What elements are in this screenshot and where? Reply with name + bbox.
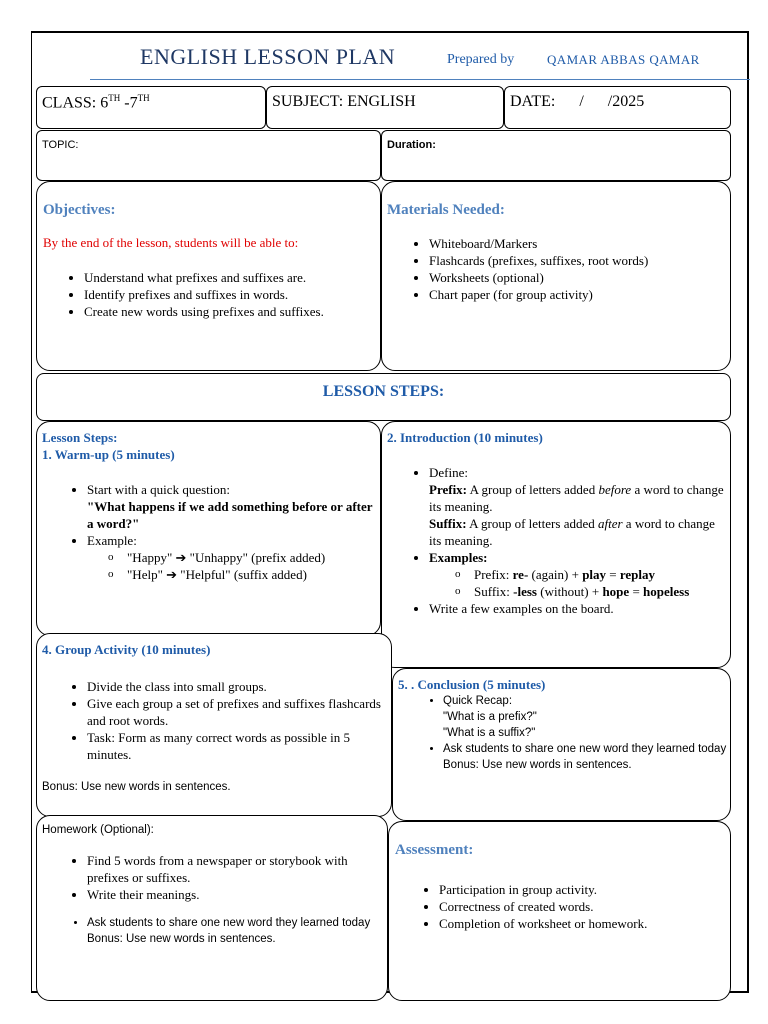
list-item: • Chart paper (for group activity)	[429, 286, 730, 303]
list-item: • Correctness of created words.	[439, 898, 730, 915]
prepared-by-label: Prepared by	[447, 52, 515, 67]
list-item: o Prefix: re- (again) + play = replay	[474, 566, 730, 583]
subject-cell: SUBJECT: ENGLISH	[266, 86, 504, 129]
objectives-panel	[36, 181, 381, 371]
group-activity-heading: 4. Group Activity (10 minutes)	[42, 642, 211, 657]
list-item: • Write a few examples on the board.	[429, 600, 730, 617]
group-activity-panel	[36, 633, 392, 817]
list-item: • Write their meanings.	[87, 886, 387, 903]
document-title: ENGLISH LESSON PLAN	[140, 44, 396, 69]
objectives-intro: By the end of the lesson, students will be able to:	[43, 235, 299, 250]
materials-panel	[381, 181, 731, 371]
conclusion-heading: 5. . Conclusion (5 minutes)	[398, 677, 546, 692]
list-item: • Examples: o Prefix: re- (again) + play = replay o Suffix: -less (without) + hope = hopeless	[429, 549, 730, 600]
list-item: • Example: o "Happy" ➔ "Unhappy" (prefix added) o "Help" ➔ "Helpful" (suffix added)	[87, 532, 380, 583]
materials-list	[382, 235, 730, 303]
materials-heading: Materials Needed:	[387, 202, 505, 218]
list-item: • Task: Form as many correct words as possible in 5 minutes.	[87, 729, 391, 763]
list-item: • Worksheets (optional)	[429, 269, 730, 286]
list-item: • Flashcards (prefixes, suffixes, root words)	[429, 252, 730, 269]
lesson-steps-banner: LESSON STEPS:	[36, 373, 731, 421]
list-item: • Participation in group activity.	[439, 881, 730, 898]
list-item: • Whiteboard/Markers	[429, 235, 730, 252]
list-item: • Give each group a set of prefixes and suffixes flashcards and root words.	[87, 695, 391, 729]
list-item: • Understand what prefixes and suffixes are.	[84, 269, 380, 286]
list-item: o Suffix: -less (without) + hope = hopeless	[474, 583, 730, 600]
list-item: • Quick Recap: "What is a prefix?" "What is a suffix?"	[443, 693, 730, 741]
list-item: • Ask students to share one new word they learned today Bonus: Use new words in sentences.	[87, 915, 387, 947]
author-name: QAMAR ABBAS QAMAR	[547, 52, 700, 67]
warmup-heading: 1. Warm-up (5 minutes)	[42, 447, 175, 462]
date-cell: DATE: / /2025	[504, 86, 731, 129]
list-item: • Completion of worksheet or homework.	[439, 915, 730, 932]
class-cell: CLASS: 6TH -7TH	[36, 86, 266, 129]
title-divider	[90, 79, 750, 80]
list-item: • Divide the class into small groups.	[87, 678, 391, 695]
list-item: • Start with a quick question: "What happens if we add something before or after a word?"	[87, 481, 380, 532]
list-item: • Identify prefixes and suffixes in words.	[84, 286, 380, 303]
list-item: o "Help" ➔ "Helpful" (suffix added)	[127, 566, 380, 583]
group-bonus: Bonus: Use new words in sentences.	[42, 781, 231, 793]
objectives-heading: Objectives:	[43, 202, 116, 218]
introduction-panel	[381, 421, 731, 668]
introduction-heading: 2. Introduction (10 minutes)	[387, 430, 543, 445]
list-item: • Ask students to share one new word they learned today Bonus: Use new words in sentences.	[443, 741, 730, 773]
topic-cell: TOPIC:	[36, 130, 381, 181]
homework-heading: Homework (Optional):	[42, 824, 154, 836]
list-item: • Define: Prefix: A group of letters added before a word to change its meaning. Suffix: A group of letters added after a word to change its meaning.	[429, 464, 730, 549]
lesson-steps-label: Lesson Steps:	[42, 430, 118, 445]
homework-panel	[36, 815, 388, 1001]
list-item: • Find 5 words from a newspaper or storybook with prefixes or suffixes.	[87, 852, 387, 886]
duration-cell: Duration:	[381, 130, 731, 181]
assessment-panel	[388, 821, 731, 1001]
assessment-heading: Assessment:	[395, 842, 474, 858]
objectives-list	[37, 269, 380, 320]
list-item: • Create new words using prefixes and suffixes.	[84, 303, 380, 320]
warmup-panel	[36, 421, 381, 636]
list-item: o "Happy" ➔ "Unhappy" (prefix added)	[127, 549, 380, 566]
conclusion-panel	[392, 668, 731, 821]
